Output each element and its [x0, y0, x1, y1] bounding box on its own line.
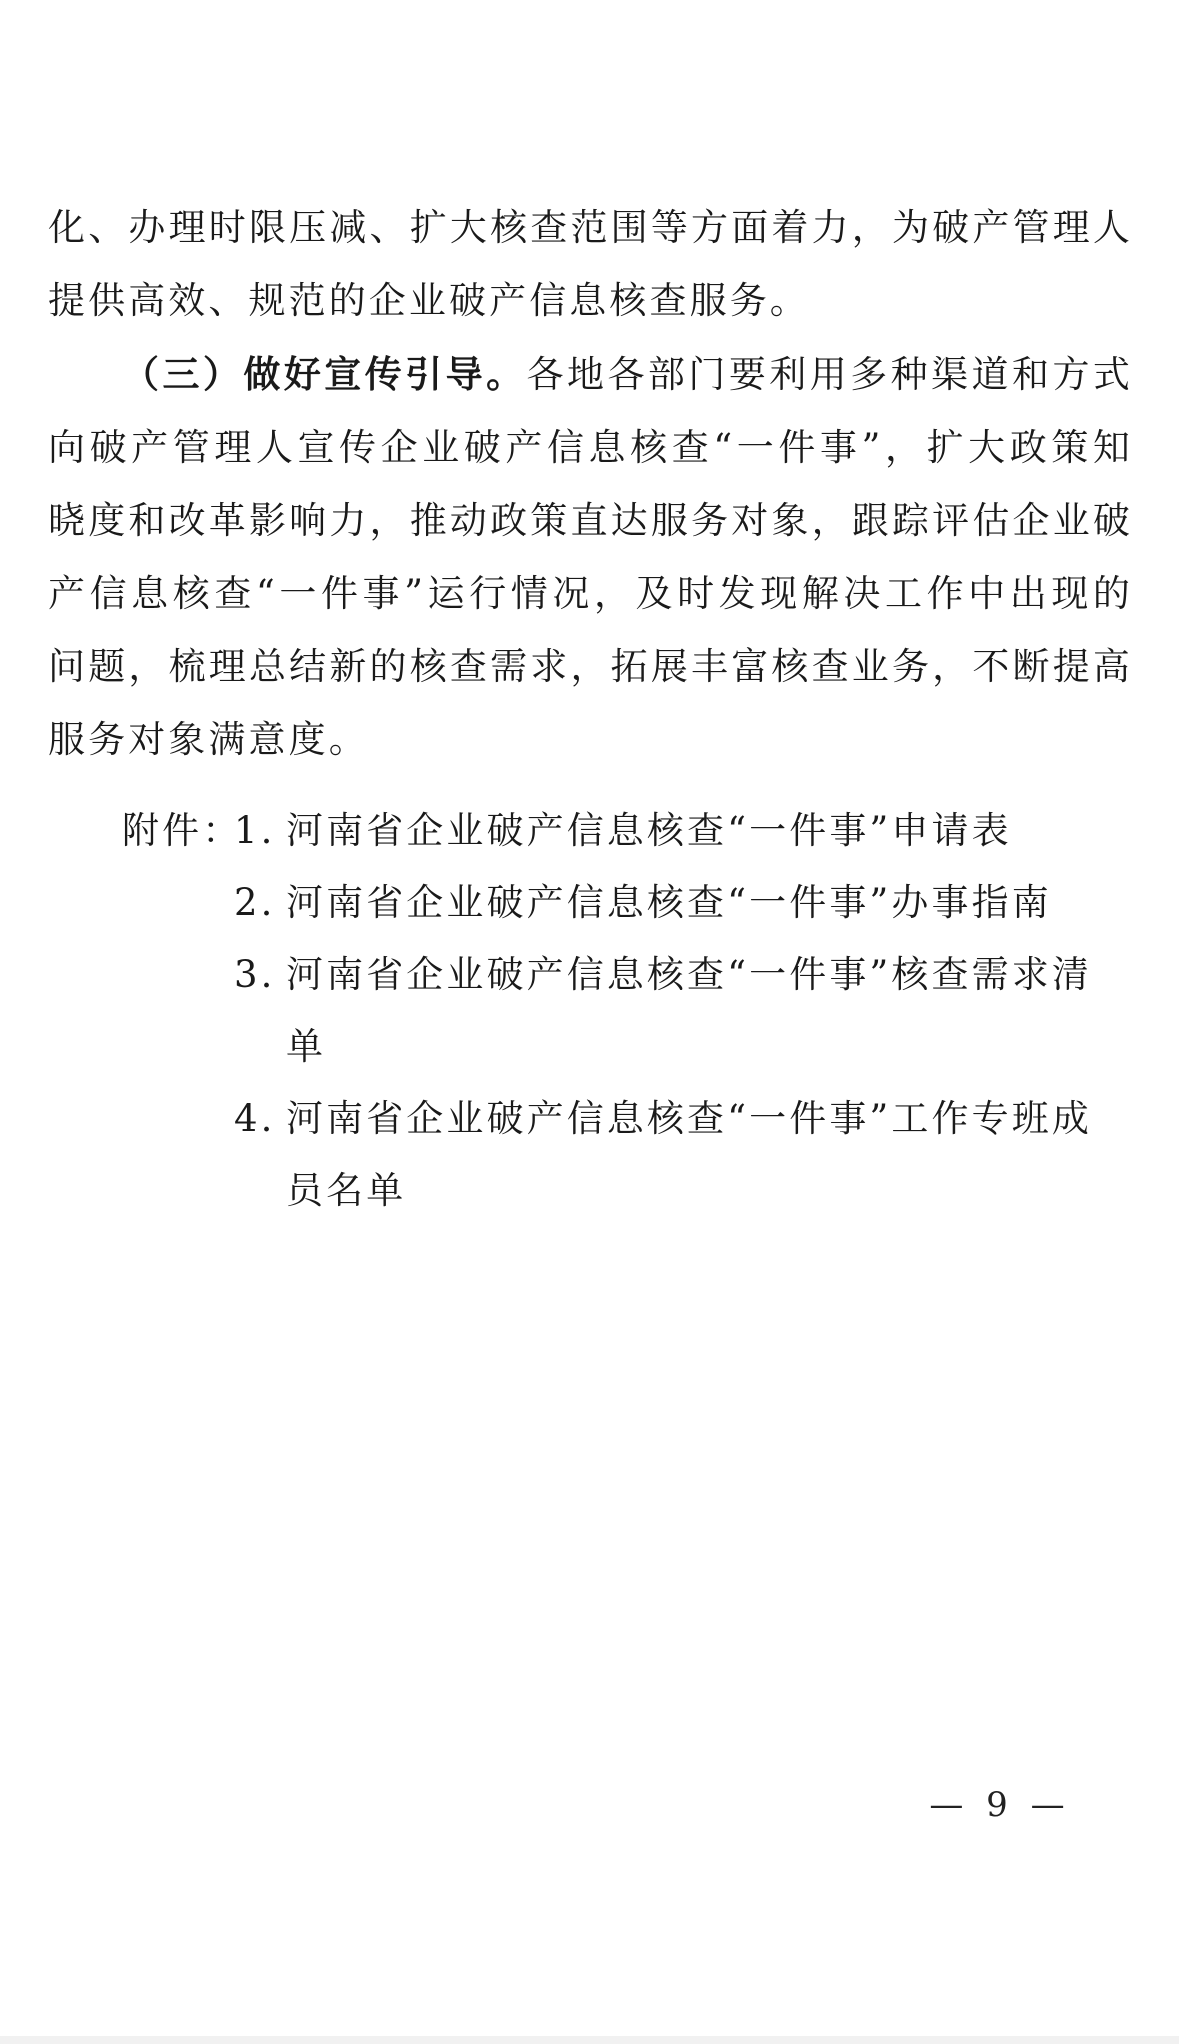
attachment-number: 1. — [234, 809, 276, 852]
attachments-list — [122, 795, 1132, 1227]
attachment-item — [122, 867, 1132, 939]
attachment-title: 河南省企业破产信息核查“一件事”申请表 — [286, 809, 1012, 852]
body-paragraph-publicity — [48, 338, 1133, 776]
attachment-title: 河南省企业破产信息核查“一件事”工作专班成员名单 — [286, 1097, 1092, 1212]
attachment-title: 河南省企业破产信息核查“一件事”核查需求清单 — [286, 953, 1092, 1068]
attachments-label: 附件： — [122, 809, 243, 852]
page-number: — 9 — — [929, 1785, 1071, 1825]
attachment-item — [122, 939, 1132, 1083]
attachment-number: 3. — [234, 953, 276, 996]
attachment-number: 4. — [234, 1097, 276, 1140]
attachment-item — [122, 795, 1132, 867]
page-bottom-edge — [0, 2036, 1179, 2044]
section-body: 各地各部门要利用多种渠道和方式向破产管理人宣传企业破产信息核查“一件事”，扩大政策知晓度和改革影响力，推动政策直达服务对象，跟踪评估企业破产信息核查“一件事”运行情况，及时发现解决工作中出现的问题，梳理总结新的核查需求，拓展丰富核查业务，不断提高服务对象满意度。 — [48, 353, 1134, 761]
section-heading: （三）做好宣传引导。 — [122, 353, 527, 396]
body-paragraph-continued: 化、办理时限压减、扩大核查范围等方面着力，为破产管理人提供高效、规范的企业破产信息核查服务。 — [48, 206, 1133, 322]
attachment-item — [122, 1083, 1132, 1227]
attachment-number: 2. — [234, 881, 276, 924]
attachment-title: 河南省企业破产信息核查“一件事”办事指南 — [286, 881, 1052, 924]
